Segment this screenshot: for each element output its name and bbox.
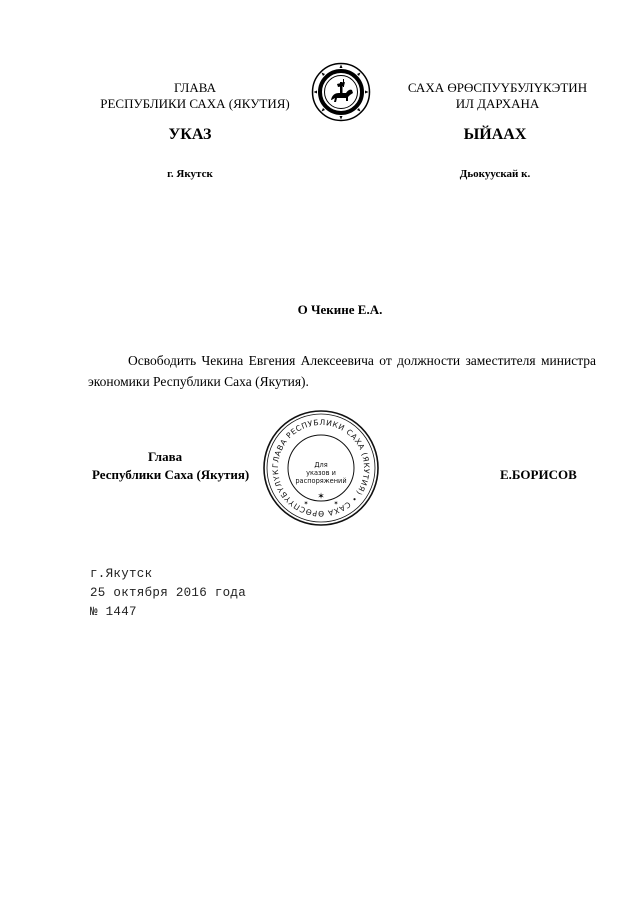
stamp-center-line1: Для (314, 461, 328, 469)
footer-date: 25 октября 2016 года (90, 586, 247, 600)
city-right: Дьокуускай к. (459, 168, 531, 180)
header-right (390, 80, 605, 112)
decree-subject: О Чекине Е.А. (297, 302, 383, 317)
title-yiyaakh: ЫЙААХ (463, 126, 527, 143)
header-left-line2: РЕСПУБЛИКИ САХА (ЯКУТИЯ) (100, 96, 290, 111)
signature-title-line1: Глава (148, 449, 183, 464)
svg-text:✶: ✶ (333, 500, 339, 507)
title-ukaz: УКАЗ (168, 126, 212, 143)
svg-text:✶: ✶ (303, 500, 309, 507)
stamp-ring-text: ГЛАВА РЕСПУБЛИКИ САХА (ЯКУТИЯ) • САХА ӨРӨСПҮҮБҮЛҮК (270, 417, 372, 519)
header-left (80, 80, 310, 112)
city-left: г. Якутск (167, 168, 213, 180)
official-stamp-seal (262, 409, 380, 527)
header-right-line1: САХА ӨРӨСПУҮБУЛҮКЭТИН (407, 80, 588, 95)
stamp-center-line2: указов и (306, 469, 336, 477)
stamp-center-line3: распоряжений (295, 477, 347, 485)
signature-name: Е.БОРИСОВ (500, 467, 577, 482)
footer-number: № 1447 (90, 605, 137, 619)
coat-of-arms-emblem (311, 62, 371, 122)
footer-block (90, 565, 246, 622)
signature-title-line2: Республики Саха (Якутия) (92, 467, 250, 482)
decree-body: Освободить Чекина Евгения Алексеевича от должности заместителя министра экономики Республики Саха (Якутия). (88, 353, 596, 389)
svg-text:✶: ✶ (317, 492, 325, 502)
header-left-line1: ГЛАВА (174, 80, 216, 95)
header-right-line2: ИЛ ДАРХАНА (455, 96, 540, 111)
footer-city: г.Якутск (90, 567, 153, 581)
